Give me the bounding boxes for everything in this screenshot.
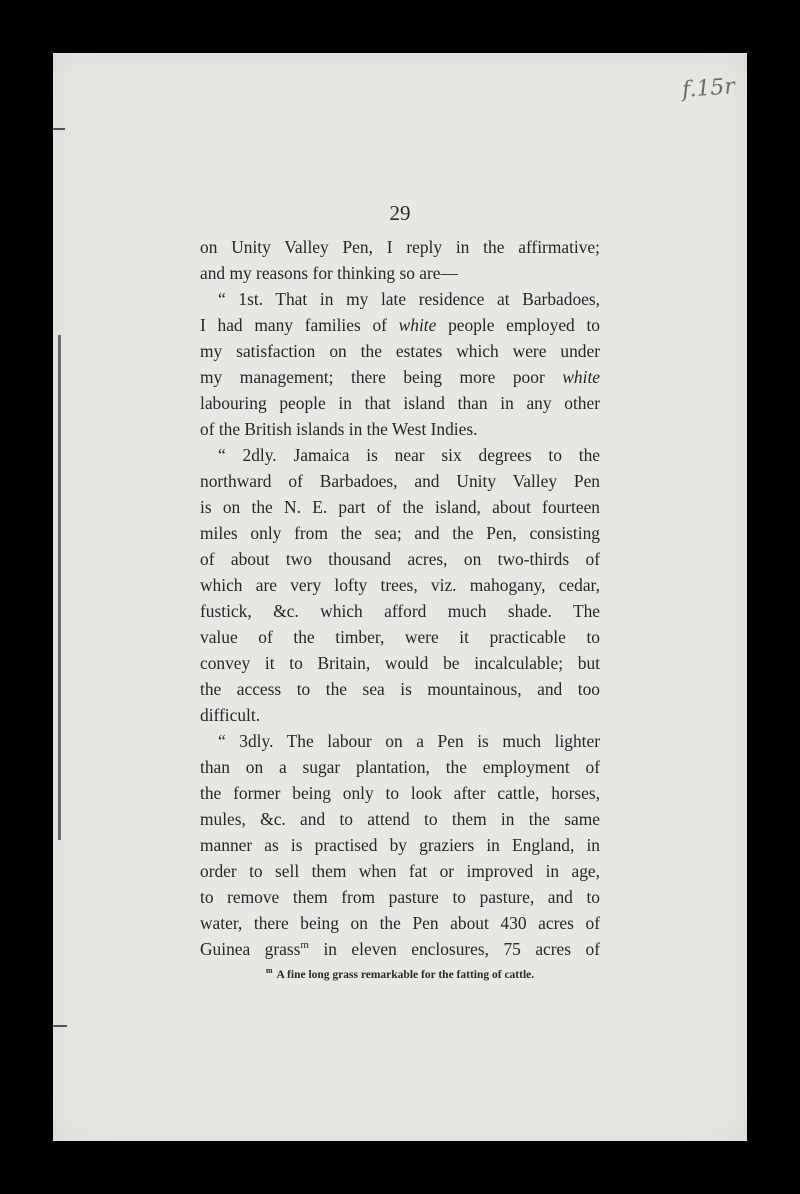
text-line: “ 3dly. The labour on a Pen is much lighter — [218, 731, 600, 751]
footnote — [0, 966, 800, 981]
emphasis: white — [398, 315, 437, 335]
text-line: my management; there being more poor white — [200, 367, 600, 387]
text-line: the former being only to look after cattle, horses, — [200, 783, 600, 803]
text-line: of the British islands in the West Indies. — [200, 419, 478, 439]
text-line: “ 2dly. Jamaica is near six degrees to the — [218, 445, 600, 465]
page-number: 29 — [389, 201, 411, 225]
text-line: manner as is practised by graziers in England, in — [200, 835, 600, 855]
text-line: northward of Barbadoes, and Unity Valley Pen — [200, 471, 600, 491]
text-line: is on the N. E. part of the island, about fourteen — [200, 497, 600, 517]
text-line: miles only from the sea; and the Pen, consisting — [200, 523, 600, 543]
binding-stitch-top — [53, 128, 65, 130]
folio-annotation: f.15r — [681, 74, 736, 103]
text-line: of about two thousand acres, on two-thirds of — [200, 549, 600, 569]
text-line: “ 1st. That in my late residence at Barbadoes, — [218, 289, 600, 309]
text-line: labouring people in that island than in any other — [200, 393, 600, 413]
text-line: and my reasons for thinking so are— — [200, 263, 458, 283]
text-line: than on a sugar plantation, the employment of — [200, 757, 600, 777]
text-line: Guinea grass$^m$ in eleven enclosures, 75 acres of — [200, 939, 600, 959]
binding-thread — [58, 335, 61, 840]
text-line: the access to the sea is mountainous, and too — [200, 679, 600, 699]
text-line: difficult. — [200, 705, 261, 725]
text-line: to remove them from pasture to pasture, and to — [200, 887, 600, 907]
text-line: on Unity Valley Pen, I reply in the affirmative; — [200, 237, 600, 257]
text-line: water, there being on the Pen about 430 acres of — [200, 913, 600, 933]
text-line: value of the timber, were it practicable to — [200, 627, 600, 647]
text-line: order to sell them when fat or improved in age, — [200, 861, 600, 881]
footnote-marker: m — [265, 966, 273, 975]
text-line: convey it to Britain, would be incalculable; but — [200, 653, 600, 673]
footnote-text: A fine long grass remarkable for the fatting of cattle. — [276, 968, 535, 981]
text-line: I had many families of white people employed to — [200, 315, 600, 335]
text-line: which are very lofty trees, viz. mahogany, cedar, — [200, 575, 600, 595]
emphasis: white — [562, 367, 600, 387]
text-line: my satisfaction on the estates which were under — [200, 341, 600, 361]
footnote-reference: m — [300, 939, 309, 952]
text-line: fustick, &c. which afford much shade. The — [200, 601, 600, 621]
text-line: mules, &c. and to attend to them in the same — [200, 809, 600, 829]
binding-stitch-bottom — [53, 1025, 67, 1027]
